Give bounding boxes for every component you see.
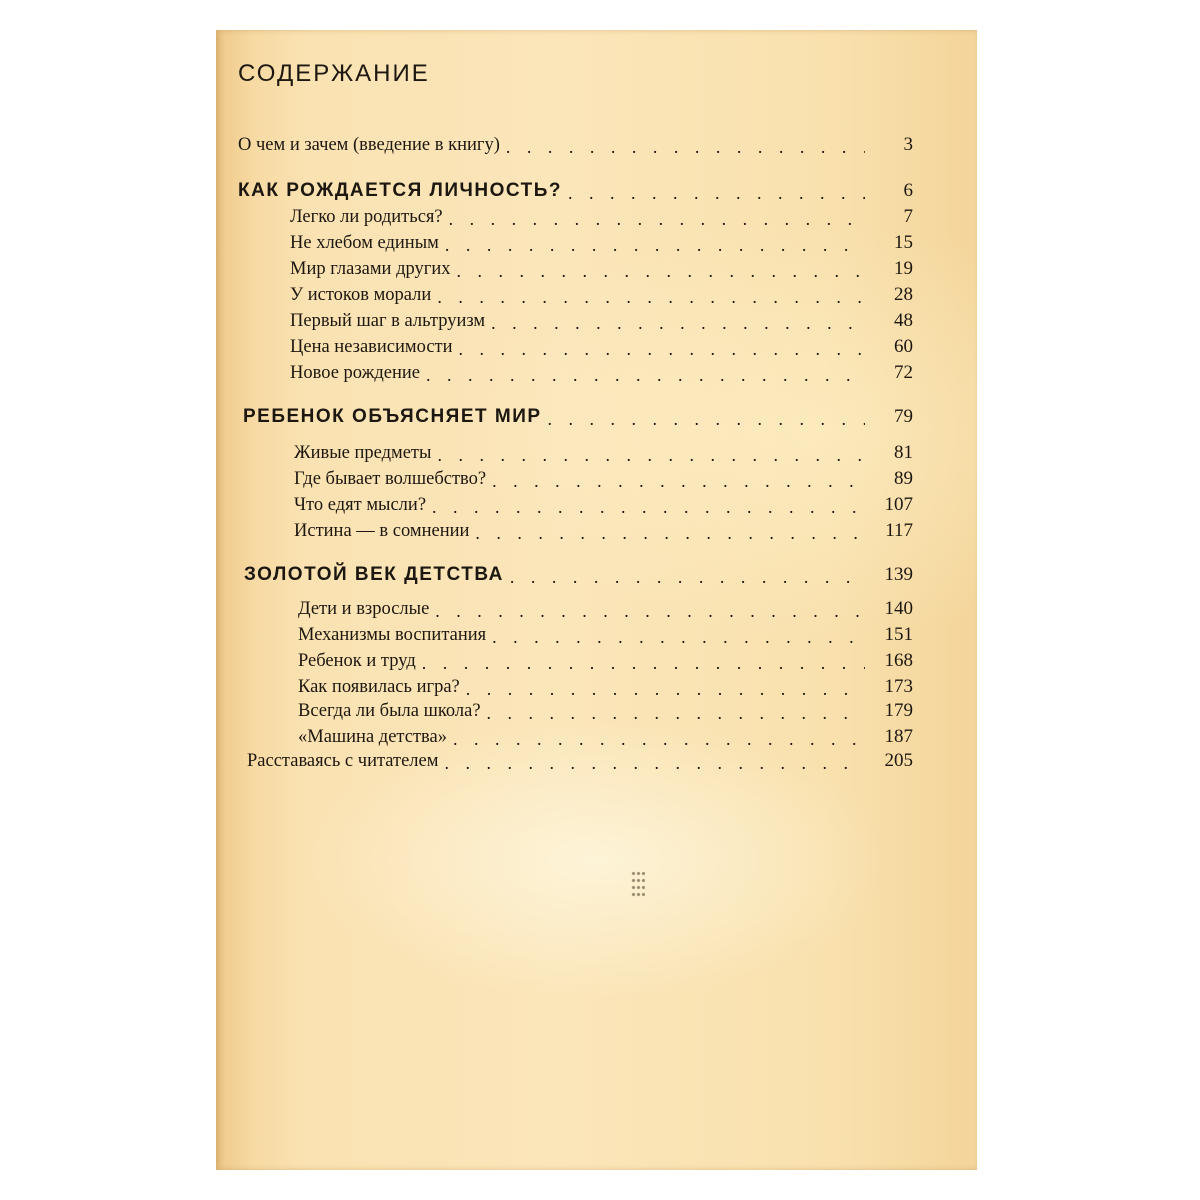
dot-leader: [449, 210, 865, 228]
toc-entry-label: Механизмы воспитания: [298, 625, 487, 645]
dot-leader: [492, 472, 865, 490]
dot-leader: [437, 288, 865, 306]
toc-entry-label: Всегда ли была школа?: [298, 701, 481, 721]
toc-entry: [298, 696, 913, 722]
toc-entry-label: Расставаясь с читателем: [247, 751, 439, 771]
dot-leader: [456, 262, 865, 280]
dot-leader: [510, 568, 865, 586]
toc-entry-label: Где бывает волшебство?: [294, 469, 487, 489]
toc-entry: [294, 438, 913, 464]
toc-entry-page: 140: [884, 598, 913, 619]
toc-entry-page: 19: [894, 258, 913, 279]
toc-entry-label: Легко ли родиться?: [290, 207, 443, 227]
toc-entry-page: 7: [903, 206, 913, 227]
dot-leader: [426, 366, 865, 384]
toc-entry-label: Мир глазами других: [290, 259, 451, 279]
toc-entry-page: 151: [884, 624, 913, 645]
toc-entry-page: 81: [894, 442, 913, 463]
toc-entry: [290, 202, 913, 228]
toc-entry: [294, 516, 913, 542]
toc-entry-page: 89: [894, 468, 913, 489]
toc-section-heading: [238, 176, 913, 202]
toc-entry: [238, 130, 913, 156]
toc-entry-label: У истоков морали: [290, 285, 432, 305]
toc-entry-page: 205: [884, 750, 913, 771]
dot-leader: [444, 754, 865, 772]
toc-entry: [298, 722, 913, 748]
toc-entry-label: Первый шаг в альтруизм: [290, 311, 486, 331]
toc-entry-label: Что едят мысли?: [294, 495, 427, 515]
toc-entry-label: Как появилась игра?: [298, 677, 460, 697]
toc-entry-label: Цена независимости: [290, 337, 453, 357]
toc-entry: [294, 490, 913, 516]
toc-entry-page: 117: [885, 520, 913, 541]
toc-entry-page: 173: [884, 676, 913, 697]
toc-entry: [298, 594, 913, 620]
toc-entry: [294, 464, 913, 490]
dot-leader: [475, 524, 865, 542]
toc-entry-label: Ребенок и труд: [298, 651, 416, 671]
toc-entry-label: Дети и взрослые: [298, 599, 430, 619]
toc-entry-page: 79: [894, 406, 913, 427]
toc-entry-page: 139: [884, 564, 913, 585]
toc-entry: [290, 254, 913, 280]
toc-entry-page: 107: [884, 494, 913, 515]
toc-entry-page: 60: [894, 336, 913, 357]
toc-entry: [298, 620, 913, 646]
toc-entry-label: Истина — в сомнении: [294, 521, 470, 541]
toc-entry: [290, 280, 913, 306]
book-page: [216, 30, 977, 1170]
toc-entry: [290, 306, 913, 332]
toc-entry-page: 28: [894, 284, 913, 305]
toc-entry-page: 72: [894, 362, 913, 383]
toc-title: СОДЕРЖАНИЕ: [238, 60, 430, 87]
paper-blemish: [631, 870, 645, 898]
toc-entry: [298, 672, 913, 698]
toc-entry: [290, 228, 913, 254]
toc-entry: [247, 746, 913, 772]
dot-leader: [548, 410, 865, 428]
toc-section-label: ЗОЛОТОЙ ВЕК ДЕТСТВА: [244, 564, 504, 585]
dot-leader: [435, 602, 865, 620]
dot-leader: [491, 314, 865, 332]
toc-entry-page: 15: [894, 232, 913, 253]
toc-entry: [290, 358, 913, 384]
toc-entry-label: Живые предметы: [294, 443, 432, 463]
dot-leader: [492, 628, 865, 646]
dot-leader: [506, 138, 865, 156]
toc-entry-label: О чем и зачем (введение в книгу): [238, 135, 500, 155]
dot-leader: [459, 340, 865, 358]
toc-entry: [290, 332, 913, 358]
toc-entry: [298, 646, 913, 672]
toc-entry-page: 168: [884, 650, 913, 671]
dot-leader: [568, 184, 865, 202]
toc-entry-label: Новое рождение: [290, 363, 420, 383]
toc-entry-label: Не хлебом единым: [290, 233, 439, 253]
toc-entry-page: 187: [884, 726, 913, 747]
toc-section-heading: [244, 560, 913, 586]
dot-leader: [445, 236, 865, 254]
dot-leader: [432, 498, 865, 516]
dot-leader: [437, 446, 865, 464]
toc-entry-page: 3: [903, 134, 913, 155]
toc-entry-page: 179: [884, 700, 913, 721]
toc-section-heading: [243, 402, 913, 428]
dot-leader: [487, 704, 865, 722]
toc-entry-page: 6: [903, 180, 913, 201]
toc-entry-label: «Машина детства»: [298, 727, 447, 747]
toc-section-label: КАК РОЖДАЕТСЯ ЛИЧНОСТЬ?: [238, 180, 562, 201]
toc-section-label: РЕБЕНОК ОБЪЯСНЯЕТ МИР: [243, 406, 542, 427]
dot-leader: [422, 654, 865, 672]
table-of-contents: [216, 30, 977, 1170]
toc-entry-page: 48: [894, 310, 913, 331]
